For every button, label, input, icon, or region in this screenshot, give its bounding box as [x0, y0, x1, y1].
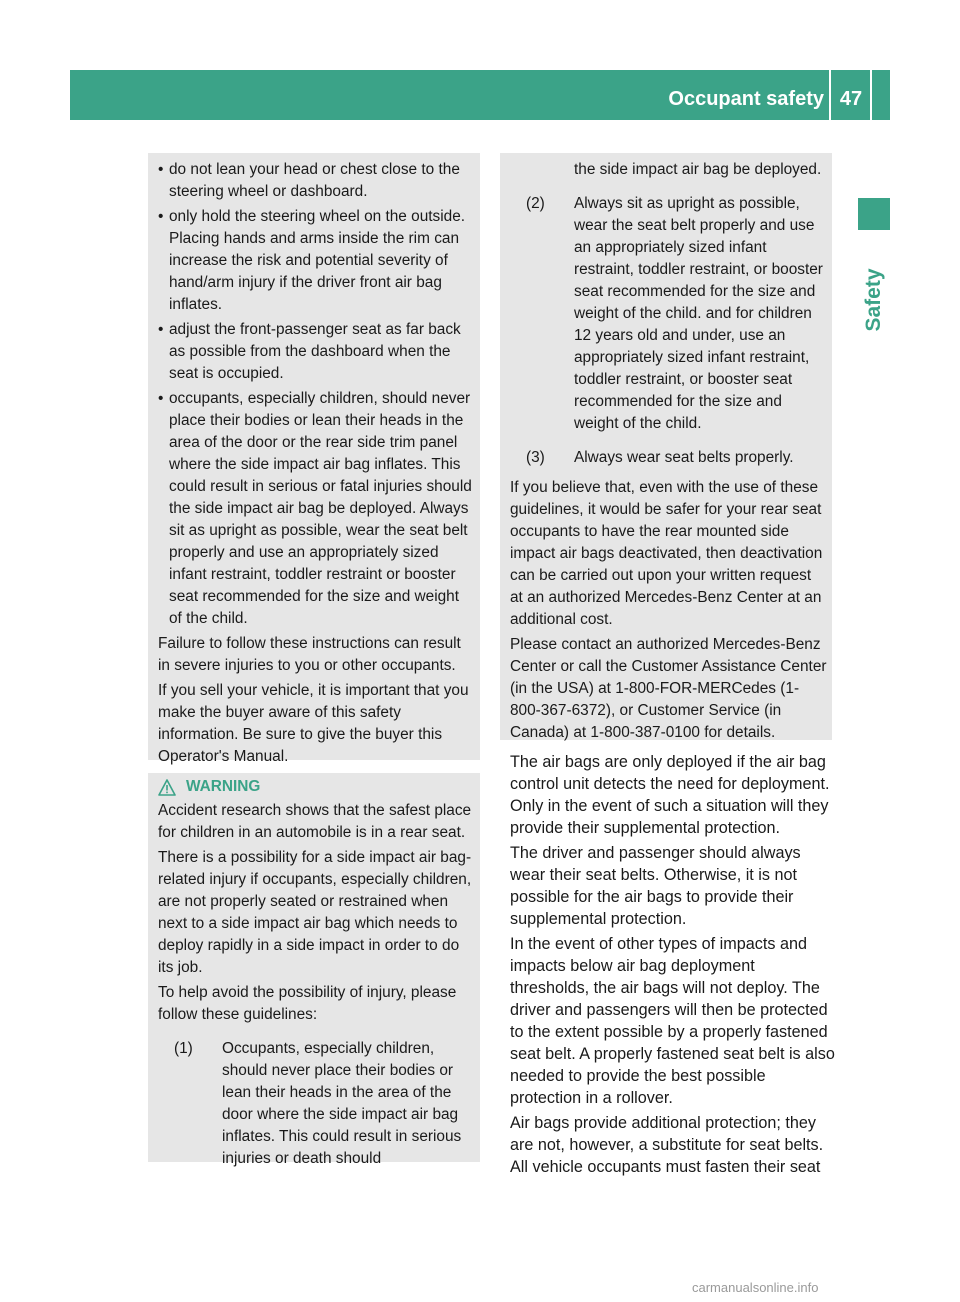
numbered-item: (1) Occupants, especially children, should never place their bodies or lean their heads in the area of the door where the side impact air bag inflates. This could result in serious injuries or death should [174, 1040, 462, 1167]
list-item: • adjust the front-passenger seat as far back as possible from the dashboard when the seat is occupied. [158, 321, 461, 382]
continued-text: the side impact air bag be deployed. [574, 161, 822, 178]
guidelines-content [510, 159, 828, 747]
watermark: carmanualsonline.info [692, 1280, 819, 1295]
warning-heading: WARNING [158, 776, 474, 798]
section-title: Occupant safety [668, 88, 824, 110]
paragraph: There is a possibility for a side impact air bag-related injury if occupants, especially children, are not properly seated or restrained when next to a side impact air bag which needs to deploy rapidly in a side impact in order to do its job. [158, 849, 472, 976]
paragraph: The air bags are only deployed if the air bag control unit detects the need for deployment. Only in the event of such a situation will they provide their supplemental protection. [510, 753, 830, 837]
paragraph: Failure to follow these instructions can result in severe injuries to you or other occupants. [158, 635, 461, 674]
safety-notes-content [158, 159, 474, 771]
side-tab-label: Safety [862, 268, 885, 332]
warning-content [158, 776, 474, 1182]
list-item: • do not lean your head or chest close to the steering wheel or dashboard. [158, 161, 460, 200]
paragraph: If you sell your vehicle, it is important that you make the buyer aware of this safety information. Be sure to give the buyer this Operator's Manual. [158, 682, 469, 765]
paragraph: If you believe that, even with the use of these guidelines, it would be safer for your rear seat occupants to have the rear mounted side impact air bags deactivated, then deactivation can be carried out upon your written request at an authorized Mercedes-Benz Center at an additional cost. [510, 479, 823, 628]
list-item: • occupants, especially children, should never place their bodies or lean their heads in the area of the door or the rear side trim panel where the side impact air bag inflates. This could result in serious or fatal injuries should the side impact air bag be deployed. Always sit as upright as possible, wear the seat belt properly and use an appropriately sized infant restraint, toddler restraint or booster seat recommended for the size and weight of the child. [158, 390, 472, 627]
numbered-item: (3) Always wear seat belts properly. [526, 449, 794, 466]
numbered-item: (2) Always sit as upright as possible, wear the seat belt properly and use an appropriately sized infant restraint, toddler restraint, or booster seat recommended for the size and weight of the child. and for children 12 years old and under, use an appropriately sized infant restraint, toddler restraint, or booster seat recommended for the size and weight of the child. [526, 195, 823, 432]
side-tab-marker [858, 198, 890, 230]
paragraph: Air bags provide additional protection; they are not, however, a substitute for seat belts. All vehicle occupants must fasten their seat [510, 1114, 824, 1176]
paragraph: Accident research shows that the safest place for children in an automobile is in a rear seat. [158, 802, 472, 841]
header-divider [870, 70, 872, 120]
paragraph: To help avoid the possibility of injury, please follow these guidelines: [158, 984, 457, 1023]
paragraph: Please contact an authorized Mercedes-Benz Center or call the Customer Assistance Center (in the USA) at 1-800-FOR-MERCedes (1-800-367-6372), or Customer Service (in Canada) at 1-800-387-0100 for details. [510, 636, 827, 741]
warning-icon [158, 779, 176, 796]
paragraph: In the event of other types of impacts and impacts below air bag deployment thresholds, the air bags will not deploy. The driver and passengers will then be protected to the extent possible by a properly fastened seat belt. A properly fastened seat belt is also needed to provide the best possible protection in a rollover. [510, 935, 835, 1107]
body-text [510, 751, 836, 1181]
list-item: • only hold the steering wheel on the outside. Placing hands and arms inside the rim can increase the risk and potential severity of hand/arm injury if the driver front air bag inflates. [158, 208, 466, 313]
page-number: 47 [839, 88, 863, 110]
paragraph: The driver and passenger should always wear their seat belts. Otherwise, it is not possible for the air bags to provide their supplemental protection. [510, 844, 801, 928]
header-divider [829, 70, 831, 120]
